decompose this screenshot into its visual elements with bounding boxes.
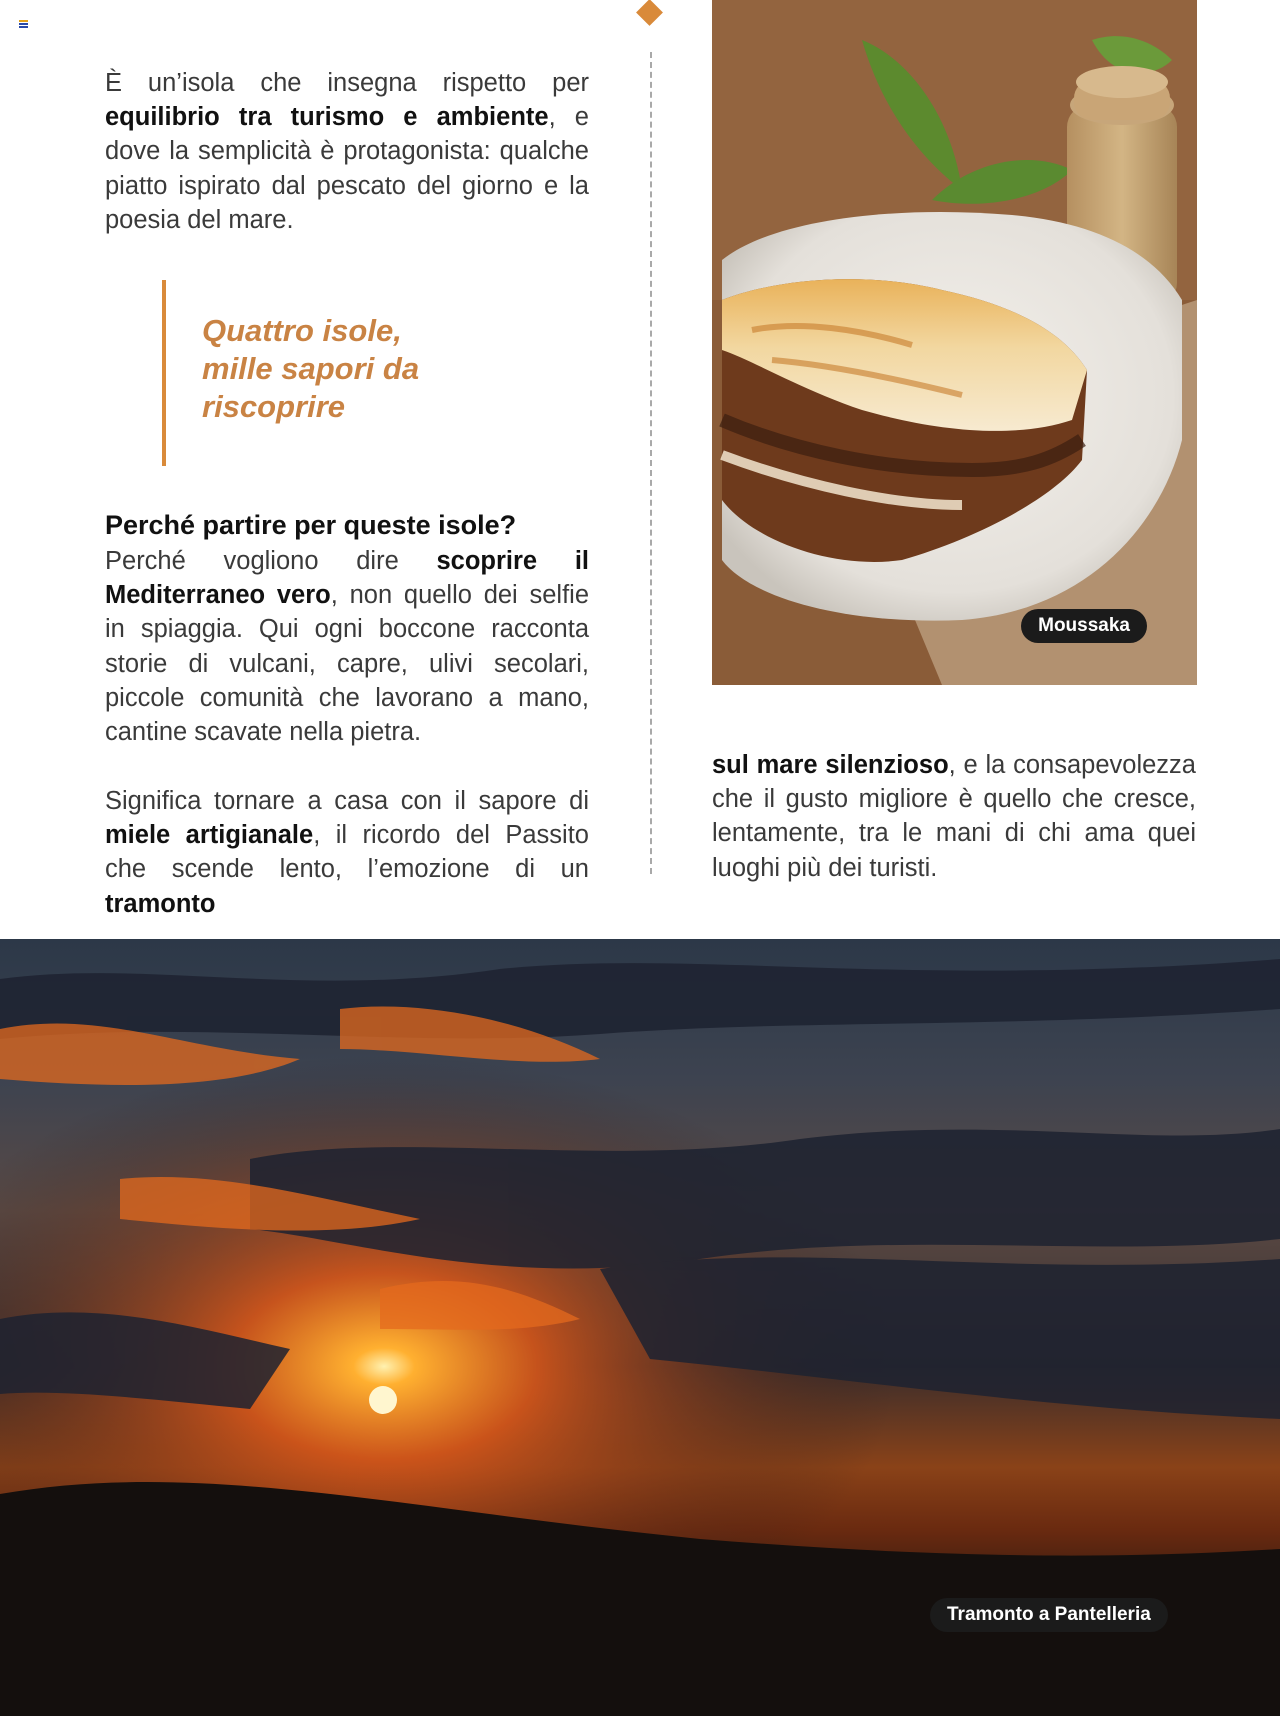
photo-caption: Moussaka [1021, 609, 1147, 643]
why-highlight: scoprire il Mediterraneo vero [105, 547, 590, 610]
moussaka-photo [712, 0, 1197, 685]
why-paragraph: Perché vogliono dire scoprire il Mediterraneo vero, non quello dei selfie in spiaggia. Qui ogni boccone racconta storie di vulcani, capre, ulivi secolari, piccole comunità che lavorano a mano, cantine scavate nella pietra. [105, 547, 590, 747]
intro-paragraph: È un’isola che insegna rispetto per equilibrio tra turismo e ambiente, e dove la semplicità è protagonista: qualche piatto ispirato dal pescato del giorno e la poesia del mare. [105, 69, 589, 234]
pull-quote [162, 280, 526, 466]
honey-highlight: miele artigianale [105, 821, 314, 850]
menu-icon[interactable] [19, 20, 28, 28]
pull-quote-text: Quattro isole, mille sapori da riscoprire [202, 313, 420, 424]
significa-paragraph: Significa tornare a casa con il sapore di miele artigianale, il ricordo del Passito che scende lento, l’emozione di un tramonto [105, 787, 589, 918]
moussaka-illustration [712, 0, 1197, 685]
sunset-highlight: tramonto [105, 889, 216, 918]
section-heading: Perché partire per queste isole? [105, 510, 517, 540]
sea-highlight: sul mare silenzioso [712, 751, 949, 779]
column-divider [650, 52, 652, 874]
diamond-ornament [636, 0, 663, 26]
intro-highlight: equilibrio tra turismo e ambiente [105, 103, 549, 132]
continuation-paragraph: sul mare silenzioso, e la consapevolezza che il gusto migliore è quello che cresce, lentamente, tra le mani di chi ama quei luoghi più dei turisti. [712, 751, 1196, 882]
sunset-photo [0, 939, 1280, 1716]
photo-caption-sunset: Tramonto a Pantelleria [930, 1598, 1168, 1632]
